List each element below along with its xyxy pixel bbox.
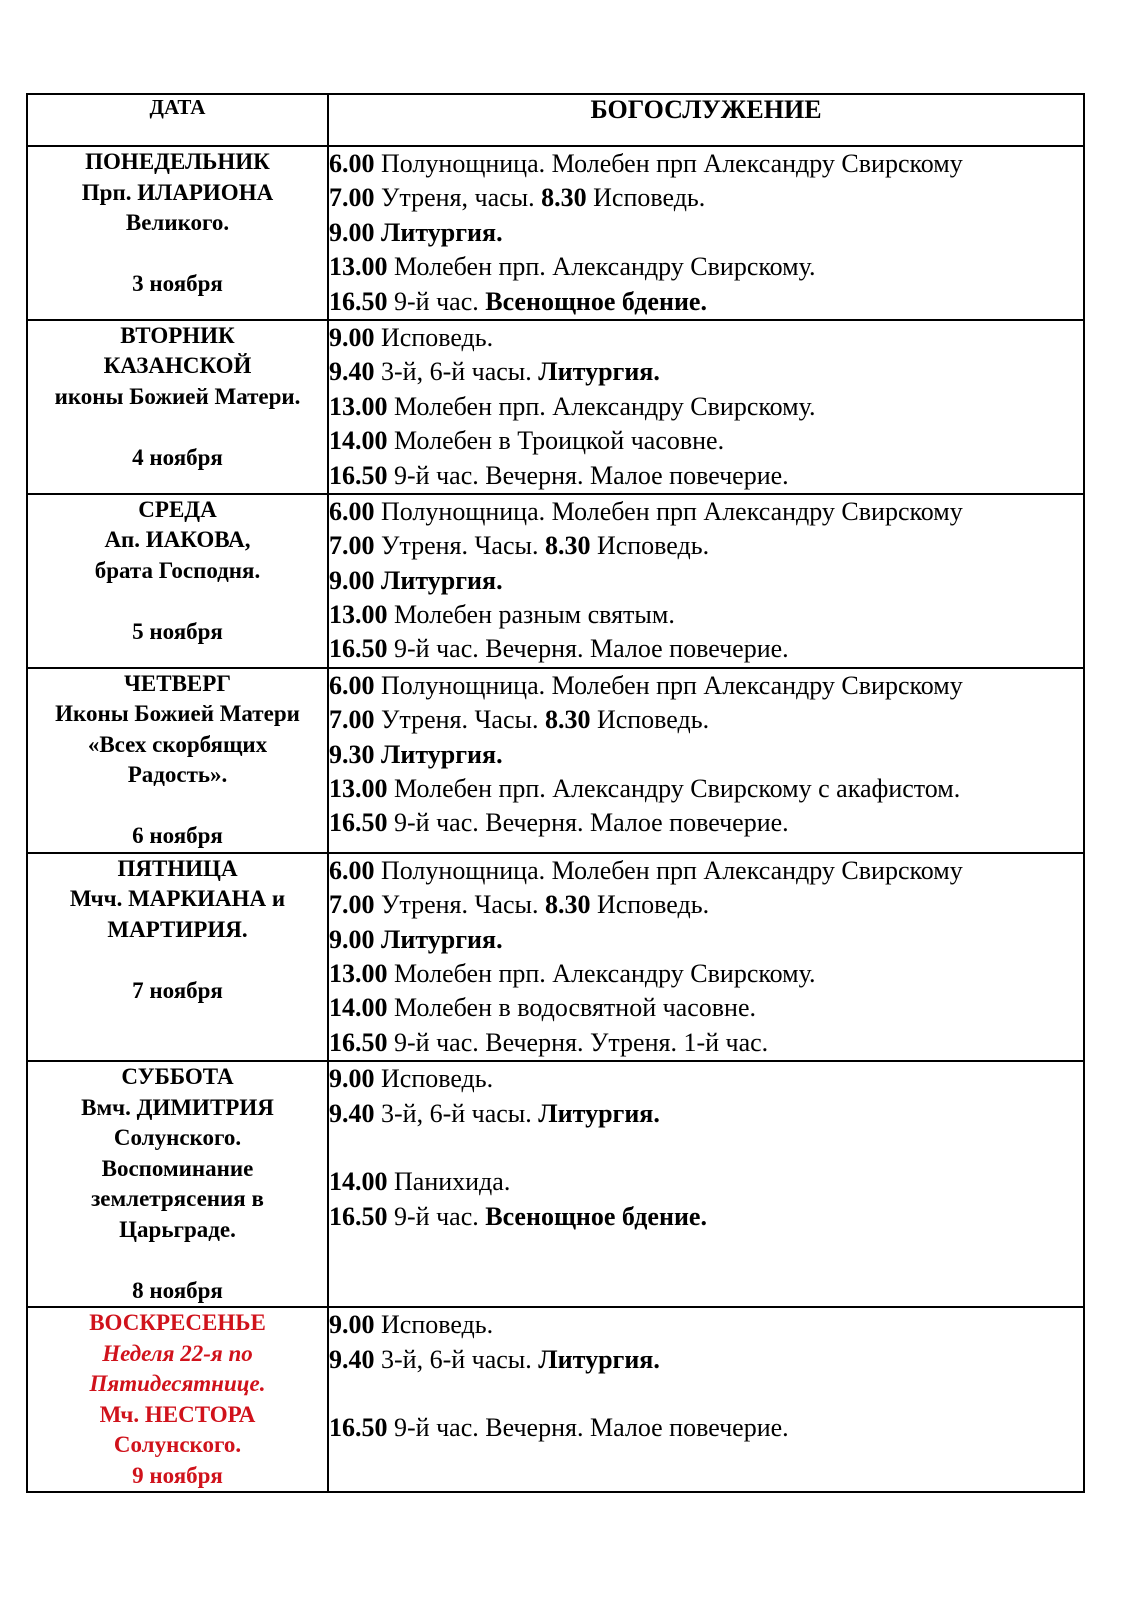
- service-text: 9-й час. Вечерня. Утреня. 1-й час.: [387, 1027, 769, 1057]
- service-line: [329, 147, 1083, 181]
- spacer: [28, 791, 327, 822]
- spacer: [28, 1245, 327, 1276]
- weekday: ПОНЕДЕЛЬНИК: [85, 149, 270, 174]
- feast-line: Ап. ИАКОВА,: [104, 527, 251, 553]
- service-time-or-highlight: 9.00 Литургия.: [329, 565, 503, 595]
- service-time-or-highlight: 14.00: [329, 426, 388, 456]
- service-line: [329, 495, 1083, 529]
- service-time-or-highlight: 8.30: [544, 890, 591, 920]
- date-label: 9 ноября: [132, 1462, 223, 1488]
- services-cell: [328, 1307, 1084, 1492]
- service-line: [329, 703, 1083, 737]
- service-text: Панихида.: [387, 1167, 511, 1197]
- service-text: 9-й час.: [387, 1201, 486, 1231]
- spacer: [28, 586, 327, 617]
- day-row: [27, 320, 1084, 494]
- feast-line: Царьграде.: [119, 1216, 236, 1242]
- service-line: [329, 738, 1083, 772]
- services-cell: [328, 320, 1084, 494]
- feast-line: Великого.: [125, 210, 230, 235]
- feast-italic-line: Неделя 22-я по: [102, 1340, 253, 1366]
- service-line: [329, 355, 1083, 389]
- service-text: Исповедь.: [590, 531, 710, 561]
- day-row: [27, 146, 1084, 320]
- service-time-or-highlight: 6.00: [329, 855, 375, 885]
- service-text: Полунощница. Молебен прп Александру Свирскому: [374, 855, 963, 885]
- service-time-or-highlight: 9.00: [329, 322, 375, 352]
- service-text: Исповедь.: [590, 890, 710, 920]
- day-row: [27, 1307, 1084, 1492]
- date-label: 4 ноября: [132, 444, 223, 470]
- service-line: [329, 1097, 1083, 1131]
- service-time-or-highlight: 7.00: [329, 705, 375, 735]
- service-text: Молебен разным святым.: [387, 600, 675, 630]
- service-line: [329, 923, 1083, 957]
- service-text: Утреня, часы.: [374, 183, 542, 213]
- header-row: [27, 94, 1084, 146]
- service-time-or-highlight: 8.30: [544, 531, 591, 561]
- service-text: Исповедь.: [586, 183, 706, 213]
- services-cell: [328, 853, 1084, 1061]
- service-line: [329, 1026, 1083, 1060]
- service-text: 9-й час.: [387, 286, 486, 316]
- service-line: [329, 424, 1083, 458]
- service-text: 9-й час. Вечерня. Малое повечерие.: [387, 808, 789, 838]
- spacer: [28, 945, 327, 976]
- service-time-or-highlight: 16.50: [329, 634, 388, 664]
- service-time-or-highlight: 9.40: [329, 357, 375, 387]
- service-time-or-highlight: 13.00: [329, 600, 388, 630]
- service-time-or-highlight: 7.00: [329, 531, 375, 561]
- service-line: [329, 888, 1083, 922]
- service-line: [329, 854, 1083, 888]
- service-time-or-highlight: 16.50: [329, 808, 388, 838]
- date-label: 7 ноября: [132, 977, 223, 1003]
- service-time-or-highlight: 9.40: [329, 1098, 375, 1128]
- date-cell: [27, 494, 328, 668]
- service-time-or-highlight: Литургия.: [538, 1098, 660, 1128]
- service-time-or-highlight: 14.00: [329, 1167, 388, 1197]
- service-time-or-highlight: 9.40: [329, 1344, 375, 1374]
- service-time-or-highlight: Всенощное бдение.: [485, 286, 707, 316]
- service-line: [329, 1343, 1083, 1377]
- service-line: [329, 1062, 1083, 1096]
- service-line: [329, 529, 1083, 563]
- feast-line: Солунского.: [113, 1125, 242, 1151]
- service-text: Молебен прп. Александру Свирскому.: [387, 391, 816, 421]
- service-time-or-highlight: 13.00: [329, 774, 388, 804]
- service-time-or-highlight: 9.00 Литургия.: [329, 924, 503, 954]
- header-service: БОГОСЛУЖЕНИЕ: [328, 94, 1084, 146]
- service-line: [329, 1308, 1083, 1342]
- feast-line: Мчч. МАРКИАНА и: [69, 886, 286, 912]
- service-text: Исповедь.: [590, 705, 710, 735]
- feast-line: «Всех скорбящих: [87, 731, 268, 757]
- date-cell: [27, 1061, 328, 1307]
- service-time-or-highlight: 9.00 Литургия.: [329, 217, 503, 247]
- feast-line: Иконы Божией Матери: [55, 701, 300, 727]
- weekday: ВОСКРЕСЕНЬЕ: [89, 1310, 266, 1336]
- feast-line: Мч. НЕСТОРА: [99, 1401, 256, 1427]
- date-cell: [27, 320, 328, 494]
- service-text: 3-й, 6-й часы.: [374, 1098, 539, 1128]
- services-cell: [328, 1061, 1084, 1307]
- feast-line: землетрясения в: [91, 1186, 264, 1212]
- day-row: [27, 494, 1084, 668]
- service-time-or-highlight: 13.00: [329, 391, 388, 421]
- service-text: Молебен прп. Александру Свирскому.: [387, 959, 816, 989]
- service-line: [329, 669, 1083, 703]
- feast-line: Воспоминание: [101, 1155, 254, 1181]
- header-date: ДАТА: [27, 94, 328, 146]
- feast-line: Вмч. ДИМИТРИЯ: [81, 1094, 274, 1120]
- service-line: [329, 390, 1083, 424]
- service-text: Полунощница. Молебен прп Александру Свирскому: [374, 670, 963, 700]
- service-line: [329, 1377, 1083, 1411]
- service-text: Полунощница. Молебен прп Александру Свирскому: [374, 496, 963, 526]
- service-text: Молебен прп. Александру Свирскому.: [387, 252, 816, 282]
- service-text: Молебен в Троицкой часовне.: [387, 426, 725, 456]
- weekday: ЧЕТВЕРГ: [124, 670, 231, 696]
- service-text: Исповедь.: [374, 322, 494, 352]
- date-label: 6 ноября: [132, 823, 223, 849]
- service-text: Молебен прп. Александру Свирскому с акафистом.: [387, 774, 961, 804]
- service-line: [329, 598, 1083, 632]
- date-label: 5 ноября: [132, 618, 223, 644]
- service-time-or-highlight: 9.00: [329, 1064, 375, 1094]
- service-time-or-highlight: 6.00: [329, 496, 375, 526]
- feast-line: брата Господня.: [94, 557, 261, 583]
- service-line: [329, 806, 1083, 840]
- feast-line: Прп. ИЛАРИОНА: [81, 179, 274, 205]
- date-cell: [27, 668, 328, 853]
- weekday: ПЯТНИЦА: [117, 855, 238, 881]
- service-time-or-highlight: 16.50: [329, 460, 388, 490]
- feast-italic-line: Пятидесятнице.: [89, 1371, 266, 1397]
- service-time-or-highlight: Литургия.: [538, 1344, 660, 1374]
- service-text: Исповедь.: [374, 1064, 494, 1094]
- service-line: [329, 991, 1083, 1025]
- service-time-or-highlight: 16.50: [329, 286, 388, 316]
- service-time-or-highlight: 16.50: [329, 1413, 388, 1443]
- service-text: 3-й, 6-й часы.: [374, 1344, 539, 1374]
- date-cell: [27, 146, 328, 320]
- service-text: 9-й час. Вечерня. Малое повечерие.: [387, 460, 789, 490]
- weekday: СРЕДА: [138, 496, 217, 522]
- service-time-or-highlight: 9.00: [329, 1310, 375, 1340]
- service-text: 9-й час. Вечерня. Малое повечерие.: [387, 634, 789, 664]
- service-time-or-highlight: 7.00: [329, 183, 375, 213]
- service-line: [329, 1165, 1083, 1199]
- service-line: [329, 285, 1083, 319]
- service-time-or-highlight: 6.00: [329, 670, 375, 700]
- service-text: Исповедь.: [374, 1310, 494, 1340]
- service-time-or-highlight: 14.00: [329, 993, 388, 1023]
- services-cell: [328, 146, 1084, 320]
- service-time-or-highlight: Всенощное бдение.: [485, 1201, 707, 1231]
- service-time-or-highlight: 8.30: [544, 705, 591, 735]
- service-time-or-highlight: 13.00: [329, 959, 388, 989]
- service-line: [329, 1411, 1083, 1445]
- service-text: 3-й, 6-й часы.: [374, 357, 539, 387]
- date-label: 3 ноября: [132, 271, 223, 296]
- service-line: [329, 772, 1083, 806]
- service-line: [329, 216, 1083, 250]
- service-line: [329, 181, 1083, 215]
- services-cell: [328, 494, 1084, 668]
- spacer: [28, 239, 327, 270]
- service-line: [329, 632, 1083, 666]
- service-text: 9-й час. Вечерня. Малое повечерие.: [387, 1413, 789, 1443]
- date-cell: [27, 853, 328, 1061]
- date-cell: [27, 1307, 328, 1492]
- services-cell: [328, 668, 1084, 853]
- service-line: [329, 459, 1083, 493]
- service-time-or-highlight: 13.00: [329, 252, 388, 282]
- service-text: Утреня. Часы.: [374, 531, 545, 561]
- service-line: [329, 1200, 1083, 1234]
- service-time-or-highlight: 8.30: [541, 183, 587, 213]
- service-text: Утреня. Часы.: [374, 890, 545, 920]
- feast-line: Солунского.: [113, 1432, 242, 1458]
- spacer: [28, 412, 327, 443]
- service-line: [329, 564, 1083, 598]
- feast-line: КАЗАНСКОЙ: [103, 353, 252, 379]
- day-row: [27, 1061, 1084, 1307]
- service-time-or-highlight: 16.50: [329, 1027, 388, 1057]
- service-text: Полунощница. Молебен прп Александру Свирскому: [374, 149, 963, 178]
- service-line: [329, 957, 1083, 991]
- service-time-or-highlight: 16.50: [329, 1201, 388, 1231]
- schedule-table: [26, 93, 1085, 1493]
- service-time-or-highlight: Литургия.: [538, 357, 660, 387]
- weekday: СУББОТА: [121, 1064, 234, 1090]
- service-text: Утреня. Часы.: [374, 705, 545, 735]
- service-line: [329, 321, 1083, 355]
- service-time-or-highlight: 7.00: [329, 890, 375, 920]
- service-line: [329, 250, 1083, 284]
- service-line: [329, 1131, 1083, 1165]
- service-text: Молебен в водосвятной часовне.: [387, 993, 756, 1023]
- day-row: [27, 668, 1084, 853]
- day-row: [27, 853, 1084, 1061]
- service-time-or-highlight: 6.00: [329, 149, 375, 178]
- feast-line: МАРТИРИЯ.: [107, 916, 248, 942]
- service-time-or-highlight: 9.30 Литургия.: [329, 739, 503, 769]
- feast-line: иконы Божией Матери.: [54, 383, 301, 409]
- weekday: ВТОРНИК: [120, 322, 235, 348]
- date-label: 8 ноября: [132, 1277, 223, 1303]
- feast-line: Радость».: [127, 762, 228, 788]
